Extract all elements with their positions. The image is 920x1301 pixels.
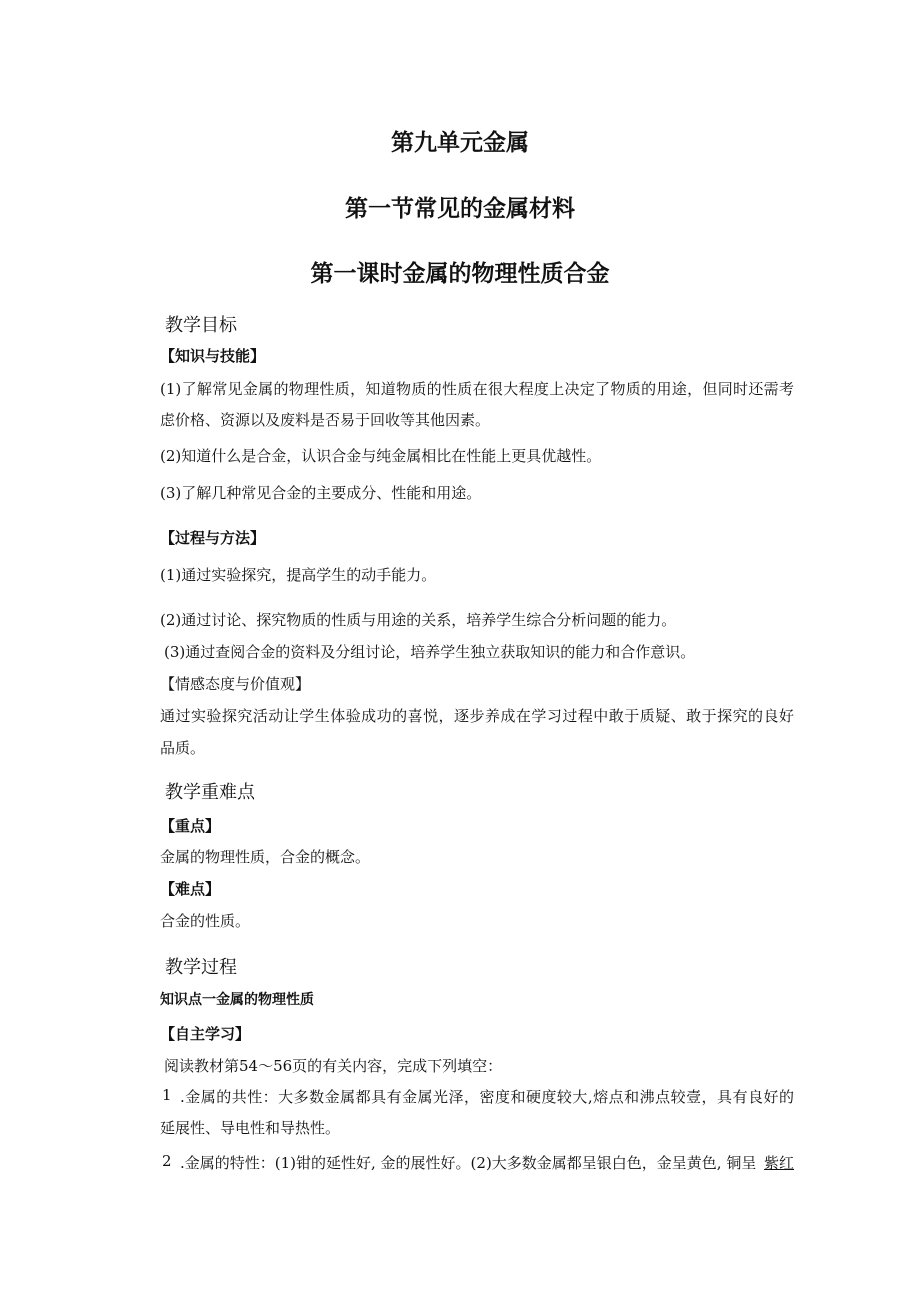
emotion-label: 【情感态度与价值观】	[160, 675, 311, 693]
item-1-text-cont: 延展性、导电性和导热性。	[160, 1119, 341, 1137]
knowledge-item-2: (2)知道什么是合金，认识合金与纯金属相比在性能上更具优越性。	[160, 447, 602, 465]
difficult-text: 合金的性质。	[160, 912, 251, 930]
process-item-1: (1)通过实验探究，提高学生的动手能力。	[160, 566, 437, 584]
knowledge-label: 【知识与技能】	[160, 347, 266, 365]
unit-title: 第九单元金属	[391, 130, 529, 156]
item-2-line	[180, 1152, 794, 1173]
item-2-underlined-answer: 紫红	[763, 1154, 794, 1172]
item-2-number: 2	[162, 1152, 172, 1170]
lesson-title: 第一课时金属的物理性质合金	[310, 261, 610, 287]
knowledge-item-1: (1)了解常见金属的物理性质，知道物质的性质在很大程度上决定了物质的用途，但同时还需考	[160, 380, 794, 398]
process-item-3: (3)通过查阅合金的资料及分组讨论，培养学生独立获取知识的能力和合作意识。	[164, 643, 696, 661]
emotion-text: 通过实验探究活动让学生体验成功的喜悦，逐步养成在学习过程中敢于质疑、敢于探究的良好	[160, 707, 794, 725]
process-item-2: (2)通过讨论、探究物质的性质与用途的关系，培养学生综合分析问题的能力。	[160, 611, 677, 629]
difficult-label: 【难点】	[160, 880, 221, 898]
item-1-number: 1	[162, 1086, 172, 1104]
process-method-label: 【过程与方法】	[160, 529, 266, 547]
keypoints-heading: 教学重难点	[165, 782, 255, 803]
knowledge-point-title: 知识点一金属的物理性质	[160, 992, 314, 1008]
section-title: 第一节常见的金属材料	[345, 196, 575, 222]
key-text: 金属的物理性质，合金的概念。	[160, 848, 371, 866]
key-label: 【重点】	[160, 817, 221, 835]
item-1-text: .金属的共性：大多数金属都具有金属光泽，密度和硬度较大,熔点和沸点较壹，具有良好的	[180, 1088, 794, 1106]
teaching-process-heading: 教学过程	[165, 957, 237, 978]
reading-instruction: 阅读教材第54～56页的有关内容，完成下列填空：	[164, 1057, 503, 1075]
emotion-text-cont: 品质。	[160, 739, 206, 757]
goals-heading: 教学目标	[165, 315, 237, 336]
item-2-text: .金属的特性：(1)钳的延性好, 金的展性好。(2)大多数金属都呈银白色，金呈黄色, 铜呈	[180, 1154, 757, 1172]
knowledge-item-3: (3)了解几种常见合金的主要成分、性能和用途。	[160, 484, 482, 502]
self-study-label: 【自主学习】	[160, 1025, 251, 1043]
knowledge-item-1-cont: 虑价格、资源以及废料是否易于回收等其他因素。	[160, 411, 491, 429]
